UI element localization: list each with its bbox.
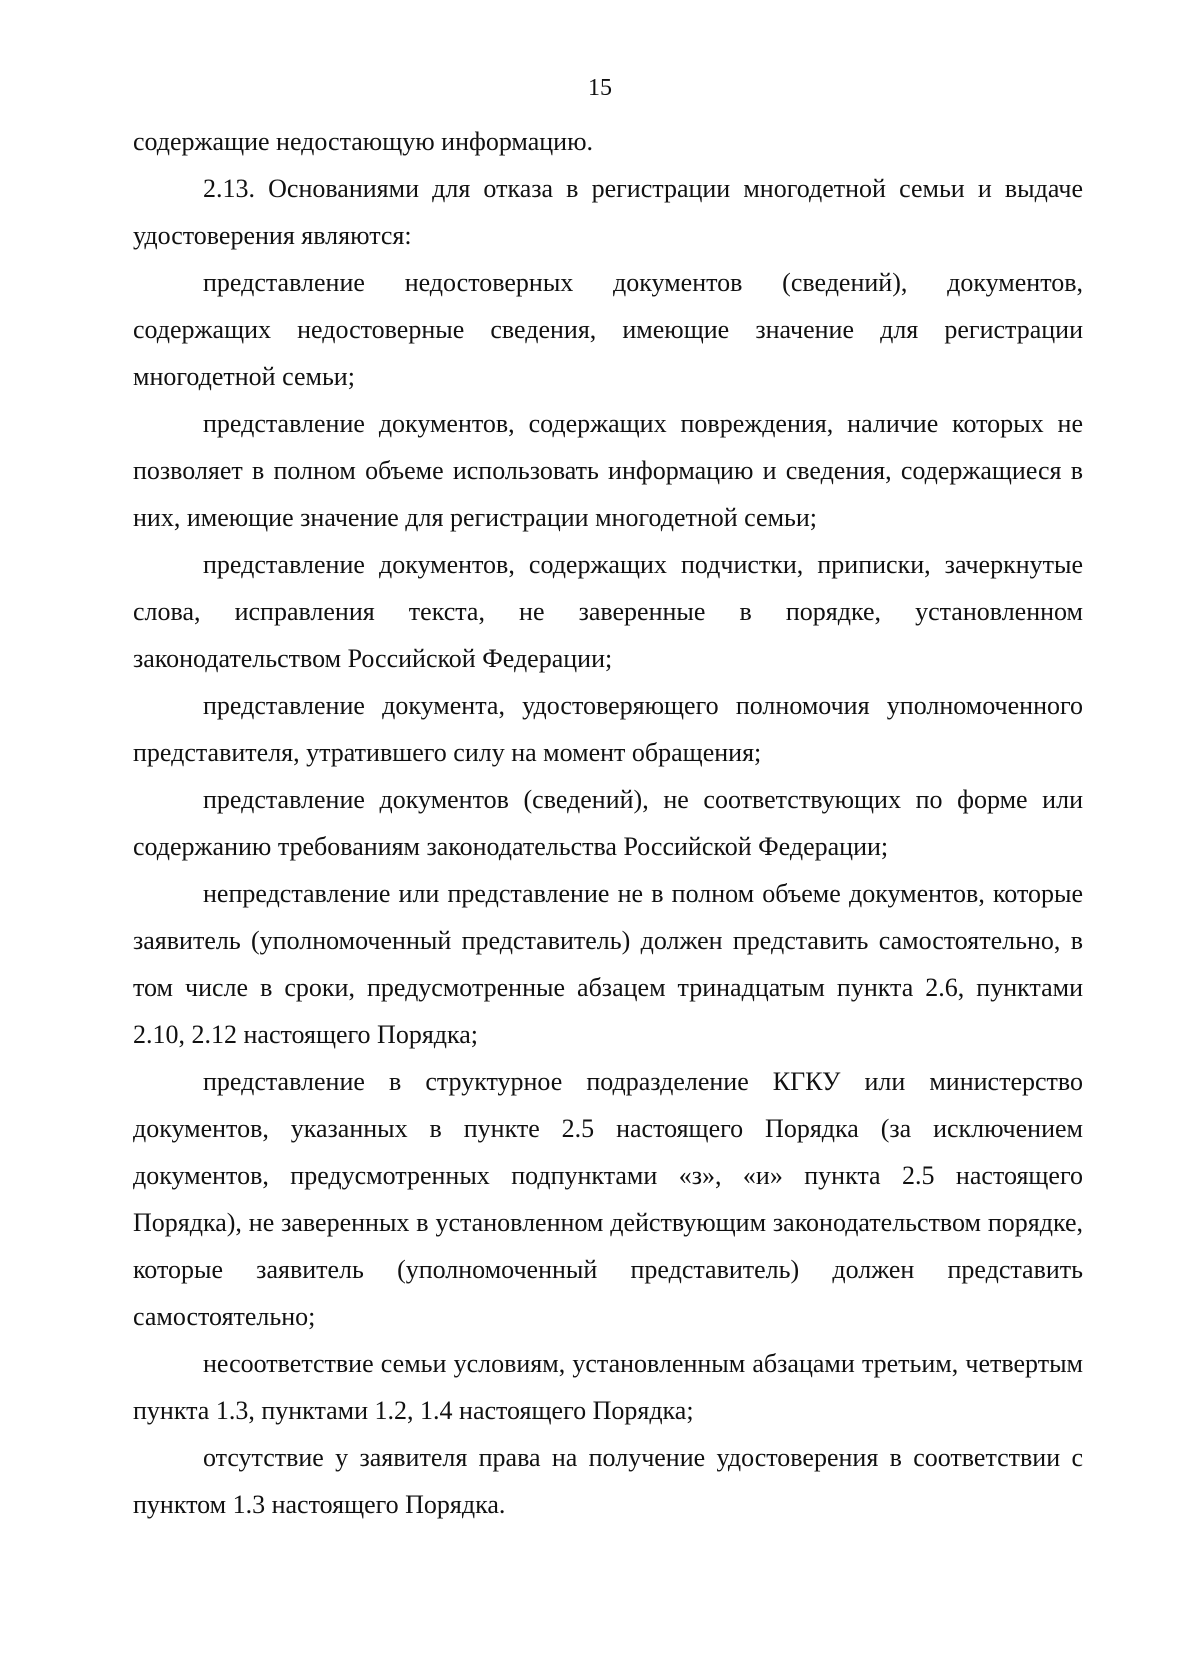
paragraph-ground-6: непредставление или представление не в полном объеме документов, которые заявитель (уполномоченный представитель) должен представить самостоятельно, в том числе в сроки, предусмотренные абзацем тринадцатым пункта 2.6, пунктами 2.10, 2.12 настоящего Порядка; — [133, 879, 1083, 1049]
paragraph-ground-9: отсутствие у заявителя права на получение удостоверения в соответствии с пунктом 1.3 настоящего Порядка. — [133, 1443, 1083, 1519]
paragraph-ground-3: представление документов, содержащих подчистки, приписки, зачеркнутые слова, исправления текста, не заверенные в порядке, установленном законодательством Российской Федерации; — [133, 550, 1083, 673]
paragraph-ground-4: представление документа, удостоверяющего полномочия уполномоченного представителя, утратившего силу на момент обращения; — [133, 691, 1083, 767]
document-body — [133, 118, 1083, 1528]
page-number: 15 — [588, 75, 612, 101]
paragraph-continuation: содержащие недостающую информацию. — [133, 127, 594, 156]
paragraph-ground-7: представление в структурное подразделение КГКУ или министерство документов, указанных в пункте 2.5 настоящего Порядка (за исключением документов, предусмотренных подпунктами «з», «и» пункта 2.5 настоящего Порядка), не заверенных в установленном действующим законодательством порядке, которые заявитель (уполномоченный представитель) должен представить самостоятельно; — [133, 1067, 1083, 1331]
paragraph-ground-2: представление документов, содержащих повреждения, наличие которых не позволяет в полном объеме использовать информацию и сведения, содержащиеся в них, имеющие значение для регистрации многодетной семьи; — [133, 409, 1083, 532]
paragraph-ground-5: представление документов (сведений), не соответствующих по форме или содержанию требованиям законодательства Российской Федерации; — [133, 785, 1083, 861]
paragraph-ground-1: представление недостоверных документов (сведений), документов, содержащих недостоверные сведения, имеющие значение для регистрации многодетной семьи; — [133, 268, 1083, 391]
paragraph-clause-2-13: 2.13. Основаниями для отказа в регистрации многодетной семьи и выдаче удостоверения являются: — [133, 174, 1083, 250]
paragraph-ground-8: несоответствие семьи условиям, установленным абзацами третьим, четвертым пункта 1.3, пунктами 1.2, 1.4 настоящего Порядка; — [133, 1349, 1083, 1425]
